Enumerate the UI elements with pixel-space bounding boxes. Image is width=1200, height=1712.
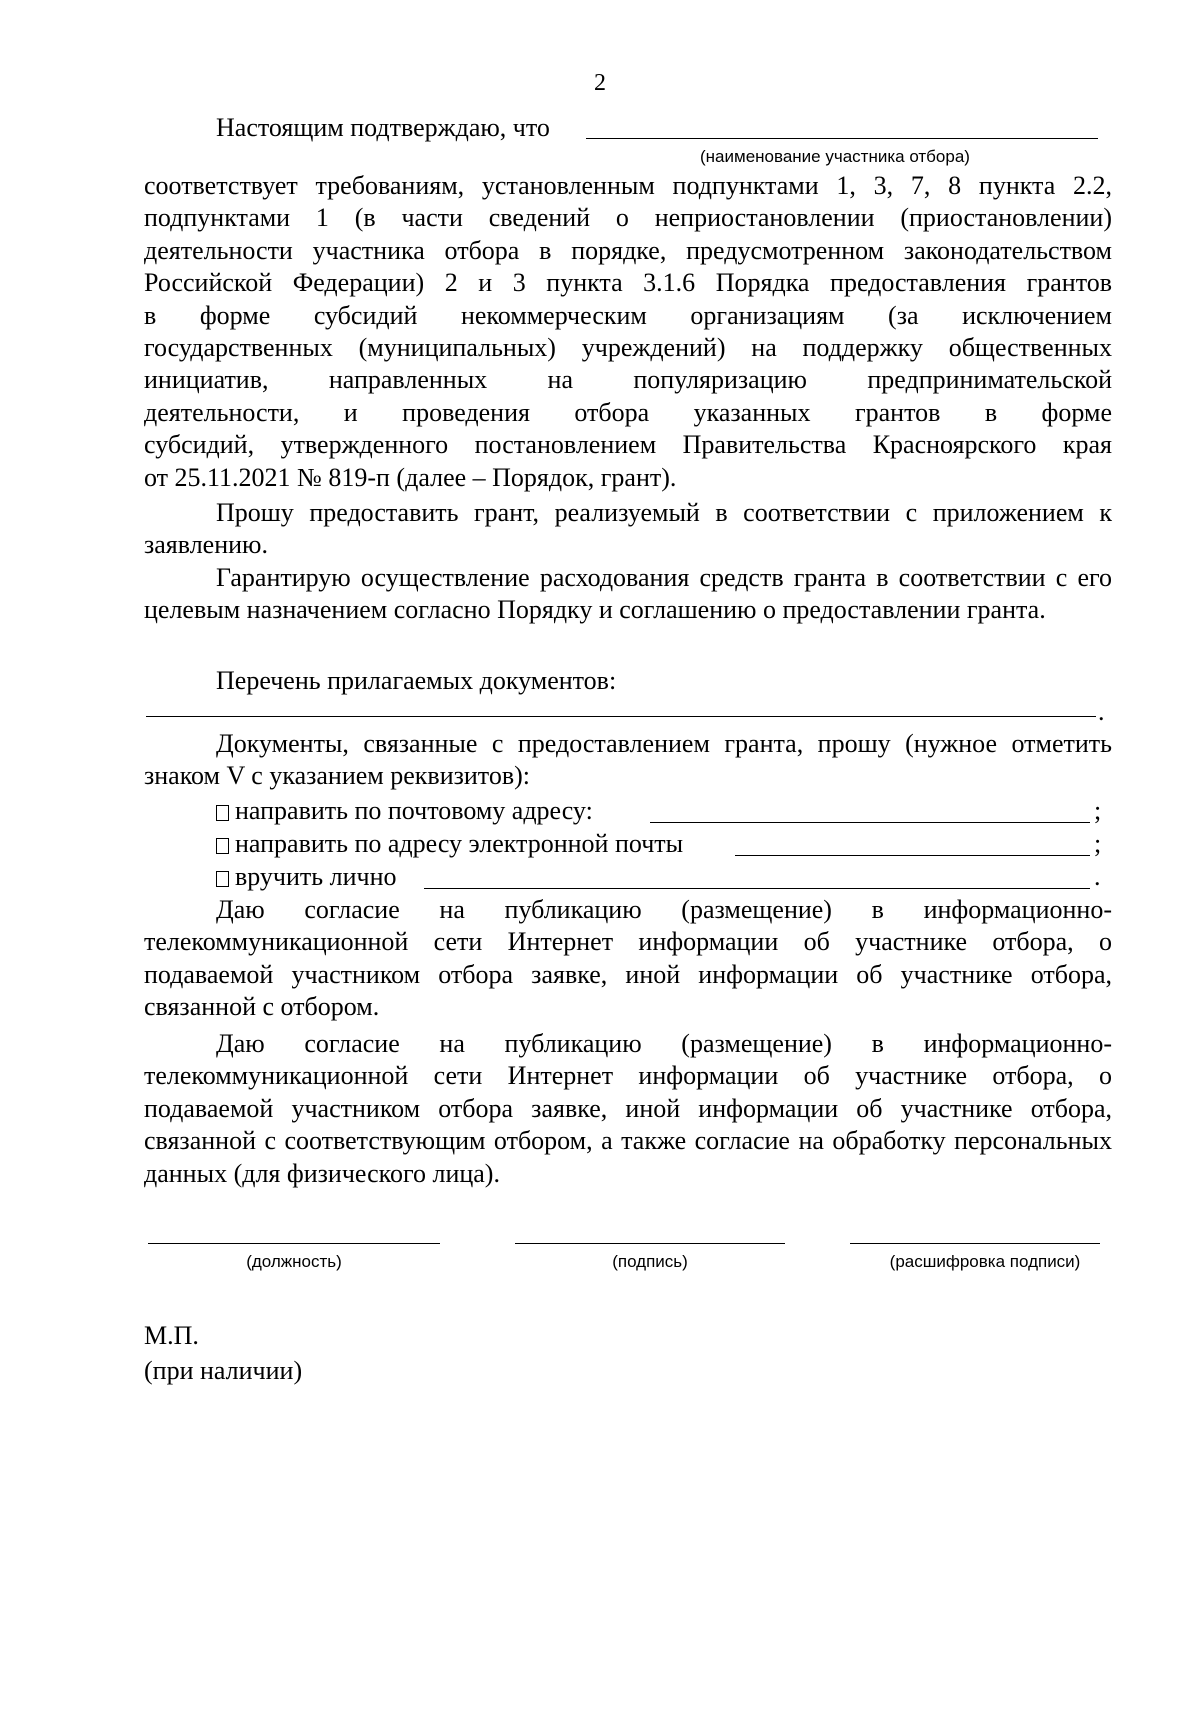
option-end: .	[1094, 862, 1101, 891]
paragraph-line: Российской Федерации) 2 и 3 пункта 3.1.6 Порядка предоставления грантов	[144, 268, 1112, 298]
position-caption: (должность)	[246, 1252, 342, 1271]
docs-list-field[interactable]	[146, 716, 1096, 717]
grant-request-paragraph: Прошу предоставить грант, реализуемый в соответствии с приложением к заявлению.	[144, 498, 1112, 560]
email-checkbox[interactable]	[216, 838, 229, 854]
page-number: 2	[594, 70, 606, 96]
option-label: направить по адресу электронной почты	[235, 829, 684, 858]
consent-paragraph-1: Даю согласие на публикацию (размещение) в информационно-телекоммуникационной сети Интернет информации об участнике отбора, о подаваемой участником отбора заявке, иной информации об участнике отбора, связанной с отбором.	[144, 895, 1112, 1022]
personal-checkbox[interactable]	[216, 871, 229, 887]
position-field[interactable]	[148, 1243, 440, 1244]
option-end: ;	[1094, 796, 1102, 825]
delivery-intro: Документы, связанные с предоставлением гранта, прошу (нужное отметить знаком V с указанием реквизитов):	[144, 729, 1112, 791]
paragraph-line: в форме субсидий некоммерческим организациям (за исключением	[144, 300, 1112, 330]
name-caption: (расшифровка подписи)	[889, 1252, 1081, 1271]
paragraph-line: соответствует требованиям, установленным подпунктами 1, 3, 7, 8 пункта 2.2,	[144, 171, 1112, 200]
stamp-label: М.П.	[144, 1321, 199, 1350]
signature-caption: (подпись)	[612, 1252, 688, 1271]
participant-name-field[interactable]	[586, 138, 1098, 139]
requirements-paragraph	[144, 170, 1112, 494]
name-field[interactable]	[850, 1243, 1100, 1244]
personal-delivery-field[interactable]	[424, 888, 1090, 889]
consent-paragraph-2: Даю согласие на публикацию (размещение) в информационно-телекоммуникационной сети Интернет информации об участнике отбора, о подаваемой участником отбора заявке, иной информации об участнике отбора, связанной с соответствующим отбором, а также согласие на обработку персональных данных (для физического лица).	[144, 1029, 1112, 1188]
paragraph-line: инициатив, направленных на популяризацию предпринимательской	[144, 365, 1112, 395]
docs-list-label: Перечень прилагаемых документов:	[216, 666, 617, 695]
paragraph-line: государственных (муниципальных) учреждений) на поддержку общественных	[144, 333, 1112, 363]
email-address-field[interactable]	[735, 855, 1090, 856]
confirm-line	[144, 112, 1112, 144]
option-label: вручить лично	[235, 862, 397, 891]
post-checkbox[interactable]	[216, 805, 229, 821]
paragraph-line: подпунктами 1 (в части сведений о неприостановлении (приостановлении)	[144, 203, 1112, 233]
confirm-lead: Настоящим подтверждаю, что	[216, 113, 550, 142]
option-label: направить по почтовому адресу:	[235, 796, 593, 825]
paragraph-line: субсидий, утвержденного постановлением Правительства Красноярского края	[144, 430, 1112, 460]
spending-guarantee-paragraph: Гарантирую осуществление расходования средств гранта в соответствии с его целевым назначением согласно Порядку и соглашению о предоставлении гранта.	[144, 563, 1112, 625]
stamp-note: (при наличии)	[144, 1356, 303, 1385]
participant-name-caption: (наименование участника отбора)	[700, 147, 970, 166]
paragraph-line: от 25.11.2021 № 819-п (далее – Порядок, грант).	[144, 462, 677, 492]
post-address-field[interactable]	[650, 822, 1090, 823]
signature-field[interactable]	[515, 1243, 785, 1244]
docs-list-end: .	[1098, 697, 1105, 726]
option-end: ;	[1094, 829, 1102, 858]
paragraph-line: деятельности участника отбора в порядке, предусмотренном законодательством	[144, 235, 1112, 265]
paragraph-line: деятельности, и проведения отбора указанных грантов в форме	[144, 397, 1112, 427]
